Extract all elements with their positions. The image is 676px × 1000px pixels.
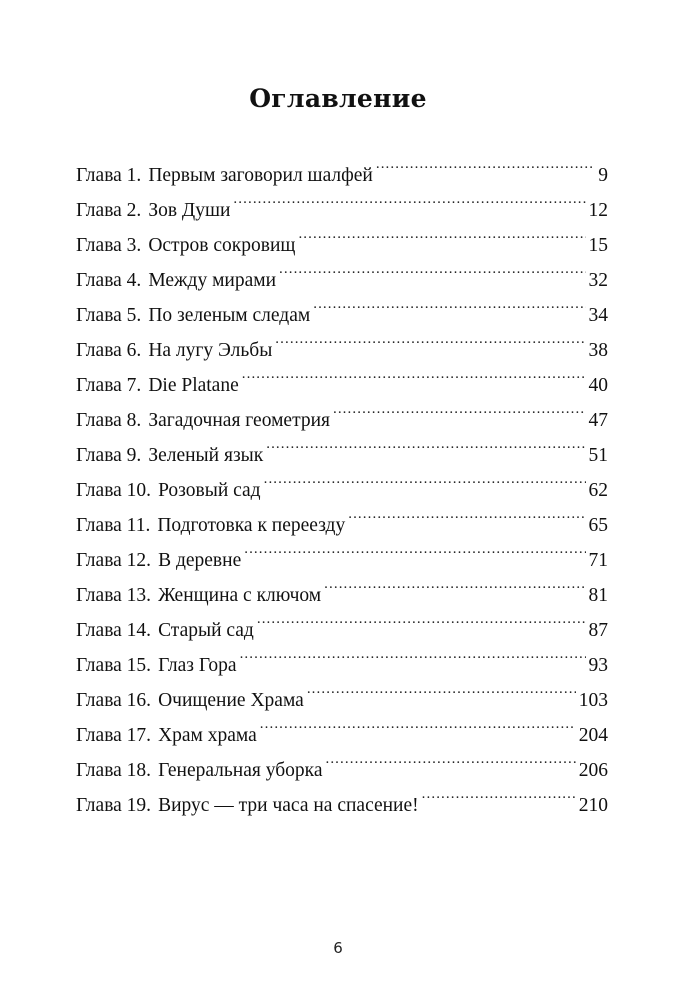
toc-chapter-number: Глава 6. [76,340,142,361]
toc-chapter-title: Первым заговорил шалфей [148,165,373,186]
toc-entry-label [76,263,276,298]
toc-dot-leader [242,356,586,391]
toc-page-number: 103 [578,690,608,711]
toc-chapter-number: Глава 8. [76,410,142,431]
toc-chapter-number: Глава 2. [76,200,142,221]
toc-chapter-title: Генеральная уборка [158,760,323,781]
toc-chapter-number: Глава 10. [76,480,152,501]
toc-dot-leader [325,741,575,776]
toc-page-number: 206 [578,760,608,781]
toc-chapter-number: Глава 17. [76,725,152,746]
toc-page-number: 210 [578,795,608,816]
toc-dot-leader [279,251,585,286]
toc-dot-leader [376,146,595,181]
toc-dot-leader [266,426,585,461]
toc-entry-label [76,438,263,473]
toc-page-number: 40 [588,375,608,396]
toc-chapter-number: Глава 12. [76,550,152,571]
page-number: 6 [333,939,343,957]
toc-entry-label [76,613,254,648]
toc-chapter-number: Глава 16. [76,690,152,711]
toc-dot-leader [333,391,586,426]
toc-chapter-number: Глава 14. [76,620,152,641]
table-of-contents [76,146,608,816]
toc-chapter-title: Зеленый язык [148,445,264,466]
toc-chapter-title: Старый сад [158,620,254,641]
toc-chapter-number: Глава 1. [76,165,142,186]
toc-dot-leader [233,181,585,216]
toc-entry-label [76,473,261,508]
toc-dot-leader [275,321,585,356]
toc-dot-leader [260,706,576,741]
toc-dot-leader [298,216,585,251]
toc-dot-leader [244,531,585,566]
toc-page-number: 71 [588,550,608,571]
toc-chapter-number: Глава 5. [76,305,142,326]
toc-chapter-number: Глава 19. [76,795,152,816]
toc-dot-leader [348,496,585,531]
toc-chapter-title: На лугу Эльбы [148,340,273,361]
toc-chapter-title: Храм храма [158,725,257,746]
toc-dot-leader [307,671,576,706]
toc-page-number: 93 [588,655,608,676]
toc-chapter-title: Die Platane [148,375,239,396]
toc-page-number: 204 [578,725,608,746]
toc-page-number: 51 [588,445,608,466]
toc-entry-label [76,753,322,788]
toc-chapter-title: Загадочная геометрия [148,410,330,431]
toc-page-number: 62 [588,480,608,501]
toc-entry-label [76,193,230,228]
toc-chapter-title: Остров сокровищ [148,235,296,256]
toc-page-number: 9 [598,165,608,186]
toc-chapter-title: Глаз Гора [158,655,237,676]
toc-chapter-title: Подготовка к переезду [157,515,346,536]
toc-chapter-title: По зеленым следам [148,305,311,326]
toc-chapter-title: Розовый сад [158,480,261,501]
toc-entry-label [76,228,295,263]
toc-page-number: 34 [588,305,608,326]
toc-chapter-number: Глава 7. [76,375,142,396]
toc-chapter-number: Глава 13. [76,585,152,606]
toc-page-number: 12 [588,200,608,221]
toc-entry-label [76,788,419,823]
toc-dot-leader [324,566,585,601]
toc-chapter-number: Глава 3. [76,235,142,256]
toc-chapter-number: Глава 9. [76,445,142,466]
toc-dot-leader [240,636,586,671]
toc-dot-leader [264,461,586,496]
toc-entry-label [76,543,241,578]
toc-page-number: 15 [588,235,608,256]
toc-page-number: 32 [588,270,608,291]
toc-page-number: 65 [588,515,608,536]
toc-entry-label [76,718,257,753]
toc-chapter-number: Глава 18. [76,760,152,781]
toc-entry [76,146,608,186]
toc-chapter-number: Глава 11. [76,515,151,536]
toc-dot-leader [422,776,576,811]
toc-chapter-title: Между мирами [148,270,277,291]
toc-chapter-title: В деревне [158,550,242,571]
toc-chapter-title: Очищение Храма [158,690,304,711]
toc-chapter-title: Зов Души [148,200,231,221]
toc-page-number: 47 [588,410,608,431]
page-title: Оглавление [249,84,427,113]
toc-page-number: 81 [588,585,608,606]
toc-entry-label [76,648,237,683]
toc-chapter-title: Вирус — три часа на спасение! [158,795,419,816]
toc-page-number: 38 [588,340,608,361]
toc-page-number: 87 [588,620,608,641]
toc-chapter-title: Женщина с ключом [158,585,322,606]
toc-dot-leader [313,286,585,321]
toc-dot-leader [257,601,586,636]
toc-entry-label [76,368,239,403]
toc-chapter-number: Глава 15. [76,655,152,676]
toc-chapter-number: Глава 4. [76,270,142,291]
